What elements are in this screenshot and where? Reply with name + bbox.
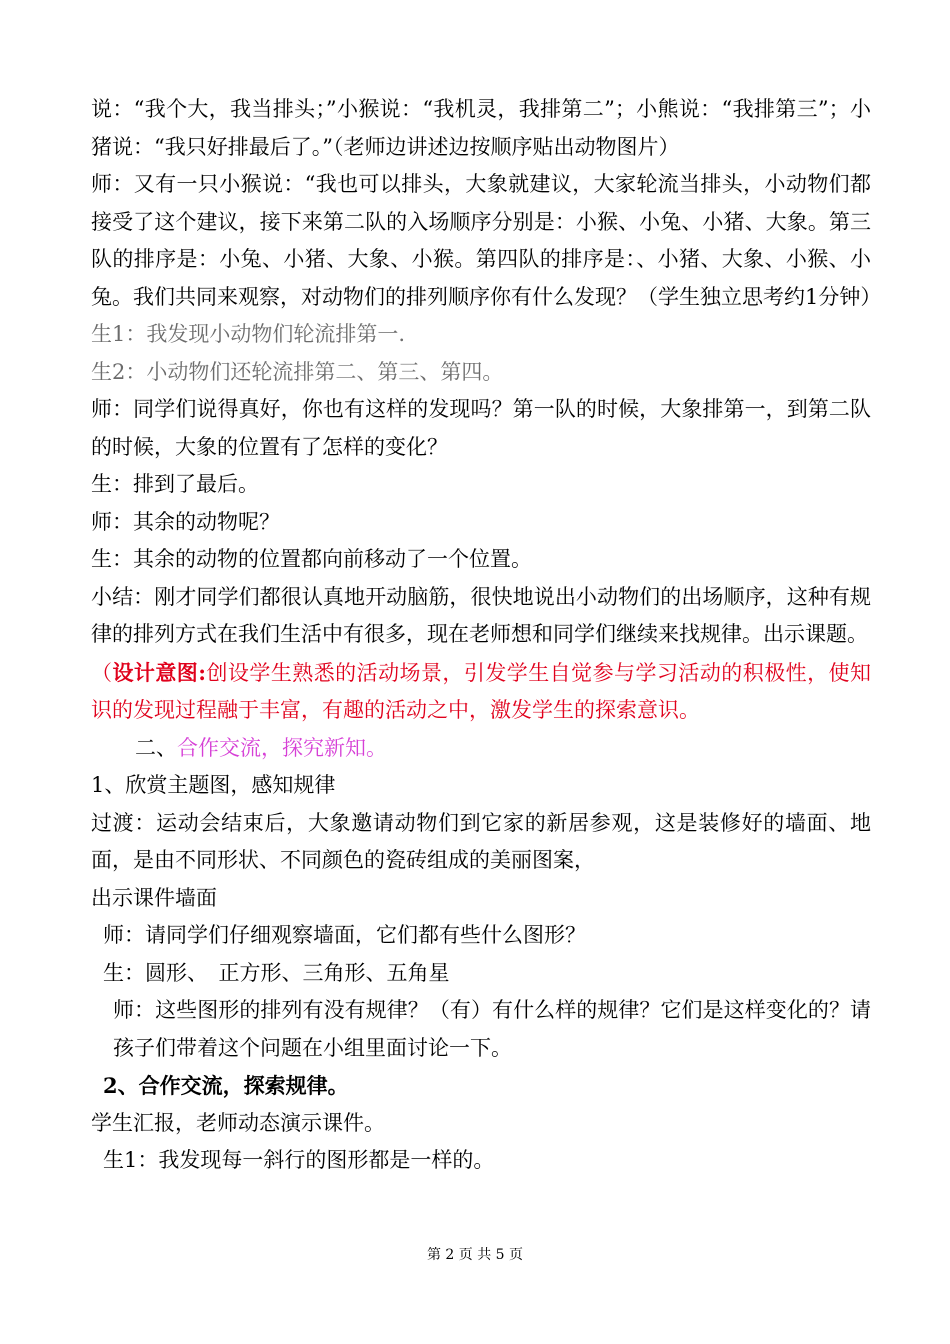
- section-title: 合作交流，探究新知。: [177, 735, 387, 760]
- open-paren: （: [91, 660, 113, 685]
- section-heading-2: [91, 730, 871, 768]
- paragraph: 学生汇报，老师动态演示课件。: [91, 1110, 385, 1135]
- design-intent-text: 创设学生熟悉的活动场景，引发学生自觉参与学习活动的积极性，使知识的发现过程融于丰富，有趣的活动之中，激发学生的探索意识。: [91, 660, 871, 722]
- student-answer-2: 生2：小动物们还轮流排第二、第三、第四。: [91, 359, 504, 384]
- paragraph: 生：圆形、 正方形、三角形、五角星: [103, 960, 450, 985]
- paragraph: 师：这些图形的排列有没有规律？（有）有什么样的规律？它们是这样变化的？请孩子们带着这个问题在小组里面讨论一下。: [113, 998, 871, 1060]
- paragraph: 师：请同学们仔细观察墙面，它们都有些什么图形？: [103, 923, 586, 947]
- paragraph: 过渡：运动会结束后，大象邀请动物们到它家的新居参观，这是装修好的墙面、地面，是由不同形状、不同颜色的瓷砖组成的美丽图案，: [91, 810, 871, 872]
- paragraph: 说：“我个大，我当排头；”小猴说：“我机灵，我排第二”；小熊说：“我排第三”；小猪说：“我只好排最后了。”（老师边讲述边按顺序贴出动物图片）: [91, 97, 871, 159]
- paragraph: 出示课件墙面: [91, 885, 217, 910]
- design-intent-paragraph: [91, 654, 871, 730]
- paragraph: 生1：我发现每一斜行的图形都是一样的。: [103, 1148, 495, 1172]
- paragraph: 师：又有一只小猴说：“我也可以排头，大象就建议，大家轮流当排头，小动物们都接受了这个建议，接下来第二队的入场顺序分别是：小猴、小兔、小猪、大象。第三队的排序是：小兔、小猪、大象、小猴。第四队的排序是：、小猪、大象、小猴、小兔。我们共同来观察，对动物们的排列顺序你有什么发现？（学生独立思考约1分钟）: [91, 172, 882, 309]
- subheading-2: 2、合作交流，探索规律。: [103, 1073, 349, 1098]
- paragraph: 师：其余的动物呢？: [91, 509, 280, 534]
- paragraph: 师：同学们说得真好，你也有这样的发现吗？第一队的时候，大象排第一，到第二队的时候，大象的位置有了怎样的变化？: [91, 397, 871, 459]
- student-answer-1: 生1：我发现小动物们轮流排第一.: [91, 322, 406, 346]
- design-intent-label: 设计意图:: [112, 659, 207, 685]
- subheading-1: 1、欣赏主题图，感知规律: [91, 773, 336, 797]
- paragraph: 生：其余的动物的位置都向前移动了一个位置。: [91, 547, 532, 571]
- section-number: 二、: [135, 735, 177, 760]
- summary-paragraph: 小结：刚才同学们都很认真地开动脑筋，很快地说出小动物们的出场顺序，这种有规律的排列方式在我们生活中有很多，现在老师想和同学们继续来找规律。出示课题。: [91, 584, 871, 646]
- document-body: [91, 91, 882, 1180]
- page-footer: 第 2 页 共 5 页: [426, 1247, 524, 1263]
- paragraph: 生：排到了最后。: [91, 472, 259, 496]
